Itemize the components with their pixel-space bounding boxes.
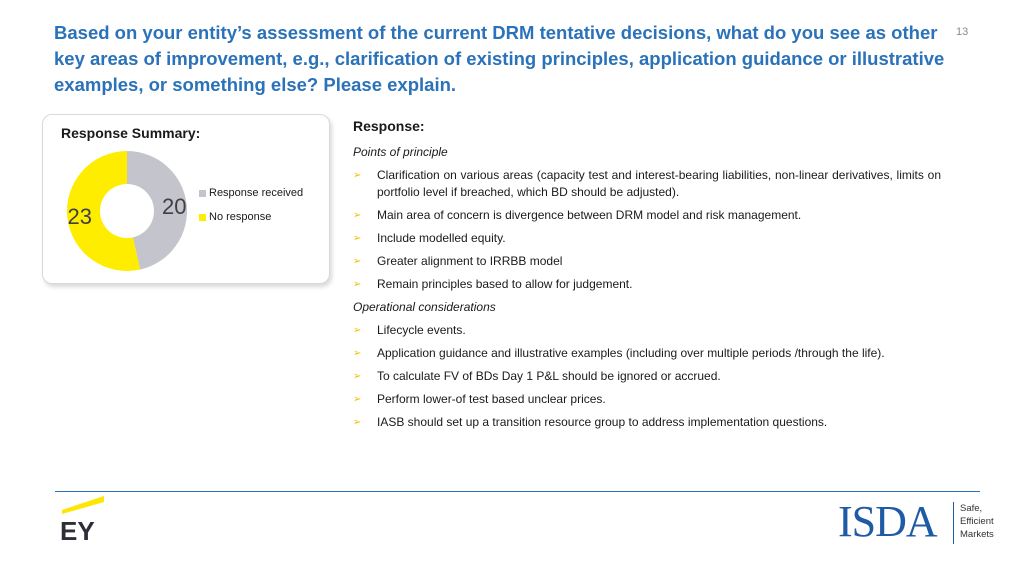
bullet-item	[353, 414, 941, 431]
slide-title: Based on your entity’s assessment of the current DRM tentative decisions, what do you see as other key areas of improvement, e.g., clarification of existing principles, application guidance or illustrative examples, or something else? Please explain.	[54, 22, 945, 95]
arrow-bullet-icon: ➢	[353, 325, 362, 336]
response-donut-chart	[61, 147, 193, 275]
bullet-text: Application guidance and illustrative examples (including over multiple periods /through the life).	[377, 346, 885, 360]
bullet-item	[353, 368, 941, 385]
arrow-bullet-icon: ➢	[353, 371, 362, 382]
bullet-item	[353, 322, 941, 339]
arrow-bullet-icon: ➢	[353, 348, 362, 359]
bullet-item	[353, 167, 941, 201]
arrow-bullet-icon: ➢	[353, 233, 362, 244]
arrow-bullet-icon: ➢	[353, 279, 362, 290]
bullet-text: Main area of concern is divergence between DRM model and risk management.	[377, 208, 802, 222]
isda-tagline-line-2: Efficient	[960, 516, 994, 527]
section-title: Operational considerations	[353, 300, 496, 314]
arrow-bullet-icon: ➢	[353, 256, 362, 267]
bullet-text: Greater alignment to IRRBB model	[377, 254, 563, 268]
bullet-text: Remain principles based to allow for judgement.	[377, 277, 633, 291]
arrow-bullet-icon: ➢	[353, 210, 362, 221]
ey-logo	[60, 496, 110, 544]
isda-tagline-line-1: Safe,	[960, 503, 983, 514]
bullet-item	[353, 276, 941, 293]
arrow-bullet-icon: ➢	[353, 170, 362, 181]
bullet-item	[353, 253, 941, 270]
bullet-text: Lifecycle events.	[377, 323, 466, 337]
response-summary-panel	[42, 114, 330, 284]
page-number: 13	[956, 26, 969, 38]
response-heading: Response:	[353, 118, 425, 134]
donut-label-no-response: 23	[67, 204, 93, 230]
legend-swatch-received	[199, 190, 206, 197]
bullet-item	[353, 230, 941, 247]
legend-item-no-response	[199, 211, 303, 223]
legend-swatch-no-response	[199, 214, 206, 221]
legend-label-no-response: No response	[209, 211, 272, 223]
footer-divider	[55, 491, 980, 492]
bullet-item	[353, 345, 941, 362]
response-summary-title: Response Summary:	[61, 125, 201, 141]
bullet-text: IASB should set up a transition resource group to address implementation questions.	[377, 415, 828, 429]
arrow-bullet-icon: ➢	[353, 394, 362, 405]
response-body	[353, 144, 941, 437]
bullet-text: Clarification on various areas (capacity test and interest-bearing liabilities, non-linear derivatives, limits on portfolio level if breached, which BD should be adjusted).	[377, 168, 941, 199]
chart-legend	[199, 187, 303, 235]
section-title: Points of principle	[353, 145, 448, 159]
legend-label-received: Response received	[209, 187, 304, 199]
isda-tagline	[960, 502, 994, 541]
isda-logo: ISDA	[838, 497, 937, 546]
isda-tagline-line-3: Markets	[960, 529, 994, 540]
bullet-item	[353, 207, 941, 224]
arrow-bullet-icon: ➢	[353, 417, 362, 428]
ey-logo-text: EY	[60, 516, 95, 544]
isda-divider	[953, 502, 954, 544]
donut-label-received: 20	[161, 193, 187, 219]
bullet-text: Perform lower-of test based unclear prices.	[377, 392, 606, 406]
bullet-item	[353, 391, 941, 408]
bullet-text: To calculate FV of BDs Day 1 P&L should be ignored or accrued.	[377, 369, 721, 383]
bullet-text: Include modelled equity.	[377, 231, 506, 245]
legend-item-received	[199, 187, 303, 199]
